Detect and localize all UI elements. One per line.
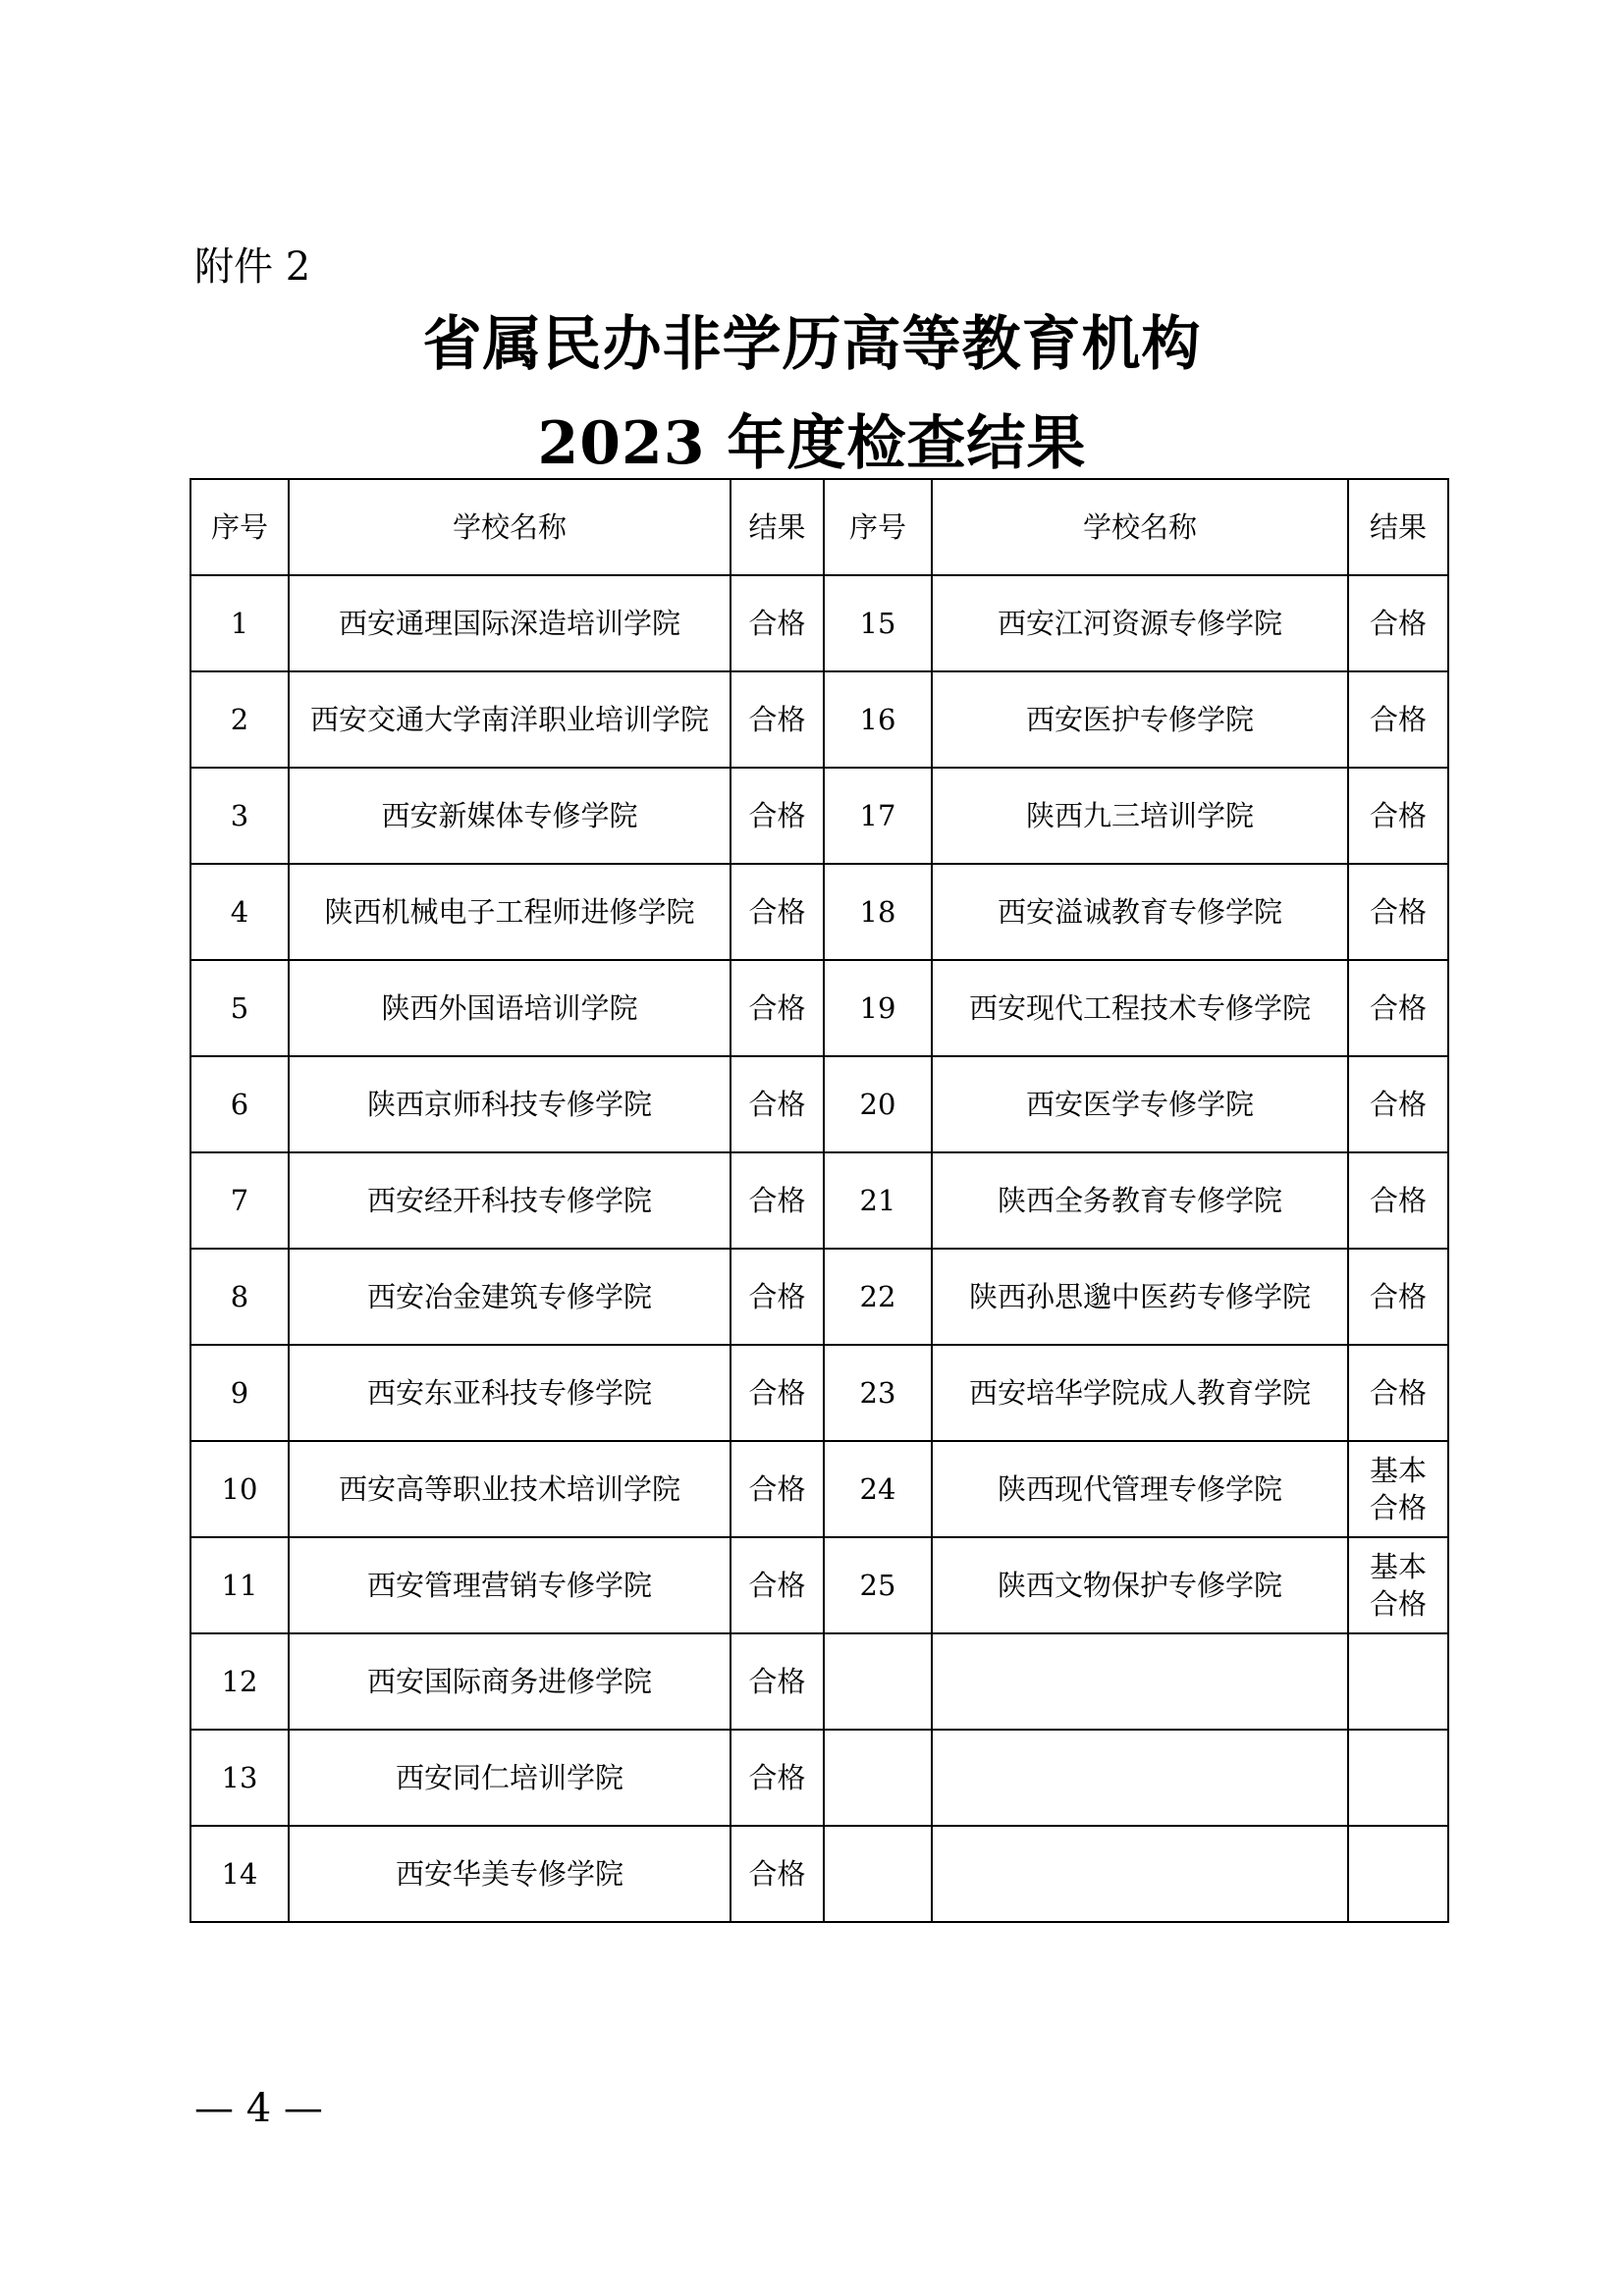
result-cell: 合格 — [731, 1826, 824, 1922]
result-cell: 合格 — [731, 1152, 824, 1249]
result-line: 基本 — [1369, 1550, 1427, 1583]
results-table — [189, 478, 1449, 1923]
table-row — [190, 1730, 1448, 1826]
result-cell: 合格 — [731, 1537, 824, 1633]
header-name-right: 学校名称 — [932, 479, 1348, 575]
header-result-left: 结果 — [731, 479, 824, 575]
document-title-line1: 省属民办非学历高等教育机构 — [422, 310, 1202, 379]
result-cell: 合格 — [1348, 1056, 1448, 1152]
result-cell: 合格 — [731, 671, 824, 768]
seq-cell: 18 — [824, 864, 932, 960]
seq-cell: 15 — [824, 575, 932, 671]
result-cell: 合格 — [1348, 864, 1448, 960]
table-header-row — [190, 479, 1448, 575]
seq-cell: 2 — [190, 671, 289, 768]
attachment-label: 附件 2 — [194, 244, 311, 290]
seq-cell: 13 — [190, 1730, 289, 1826]
seq-cell: 7 — [190, 1152, 289, 1249]
header-name-left: 学校名称 — [289, 479, 731, 575]
school-name-cell: 西安管理营销专修学院 — [289, 1537, 731, 1633]
result-cell: 合格 — [731, 1633, 824, 1730]
result-cell: 合格 — [731, 575, 824, 671]
seq-cell: 19 — [824, 960, 932, 1056]
table-row — [190, 1345, 1448, 1441]
school-name-cell: 陕西外国语培训学院 — [289, 960, 731, 1056]
school-name-cell: 西安医护专修学院 — [932, 671, 1348, 768]
empty-cell — [932, 1730, 1348, 1826]
seq-cell: 23 — [824, 1345, 932, 1441]
seq-cell: 22 — [824, 1249, 932, 1345]
school-name-cell: 西安冶金建筑专修学院 — [289, 1249, 731, 1345]
result-cell: 合格 — [1348, 671, 1448, 768]
empty-cell — [932, 1826, 1348, 1922]
seq-cell: 17 — [824, 768, 932, 864]
seq-cell: 9 — [190, 1345, 289, 1441]
school-name-cell: 西安同仁培训学院 — [289, 1730, 731, 1826]
school-name-cell: 西安现代工程技术专修学院 — [932, 960, 1348, 1056]
seq-cell: 12 — [190, 1633, 289, 1730]
seq-cell: 21 — [824, 1152, 932, 1249]
result-cell — [1348, 1537, 1448, 1633]
table-row — [190, 1633, 1448, 1730]
empty-cell — [1348, 1826, 1448, 1922]
seq-cell: 4 — [190, 864, 289, 960]
result-cell: 合格 — [1348, 1249, 1448, 1345]
seq-cell: 6 — [190, 1056, 289, 1152]
table-row — [190, 768, 1448, 864]
table-row — [190, 864, 1448, 960]
table-row — [190, 1249, 1448, 1345]
empty-cell — [824, 1633, 932, 1730]
page-number: — 4 — — [194, 2086, 323, 2131]
seq-cell: 5 — [190, 960, 289, 1056]
school-name-cell: 西安华美专修学院 — [289, 1826, 731, 1922]
school-name-cell: 西安医学专修学院 — [932, 1056, 1348, 1152]
result-cell: 合格 — [731, 1730, 824, 1826]
school-name-cell: 陕西机械电子工程师进修学院 — [289, 864, 731, 960]
school-name-cell: 西安交通大学南洋职业培训学院 — [289, 671, 731, 768]
seq-cell: 20 — [824, 1056, 932, 1152]
header-seq-right: 序号 — [824, 479, 932, 575]
header-result-right: 结果 — [1348, 479, 1448, 575]
seq-cell: 24 — [824, 1441, 932, 1537]
empty-cell — [932, 1633, 1348, 1730]
result-cell: 合格 — [1348, 1345, 1448, 1441]
result-cell — [1348, 1441, 1448, 1537]
document-title-line2: 2023 年度检查结果 — [537, 409, 1087, 478]
table-row — [190, 1152, 1448, 1249]
school-name-cell: 西安高等职业技术培训学院 — [289, 1441, 731, 1537]
table-row — [190, 960, 1448, 1056]
school-name-cell: 陕西文物保护专修学院 — [932, 1537, 1348, 1633]
school-name-cell: 陕西现代管理专修学院 — [932, 1441, 1348, 1537]
result-cell: 合格 — [731, 1345, 824, 1441]
school-name-cell: 西安通理国际深造培训学院 — [289, 575, 731, 671]
result-cell: 合格 — [731, 768, 824, 864]
school-name-cell: 西安东亚科技专修学院 — [289, 1345, 731, 1441]
seq-cell: 1 — [190, 575, 289, 671]
result-line: 合格 — [1369, 1587, 1427, 1621]
seq-cell: 14 — [190, 1826, 289, 1922]
result-line: 基本 — [1369, 1454, 1427, 1487]
result-cell: 合格 — [1348, 1152, 1448, 1249]
result-cell: 合格 — [1348, 960, 1448, 1056]
result-cell: 合格 — [731, 1441, 824, 1537]
table-row — [190, 1826, 1448, 1922]
school-name-cell: 西安国际商务进修学院 — [289, 1633, 731, 1730]
school-name-cell: 陕西孙思邈中医药专修学院 — [932, 1249, 1348, 1345]
table-row — [190, 1537, 1448, 1633]
seq-cell: 10 — [190, 1441, 289, 1537]
table-row — [190, 575, 1448, 671]
header-seq-left: 序号 — [190, 479, 289, 575]
school-name-cell: 西安江河资源专修学院 — [932, 575, 1348, 671]
school-name-cell: 西安培华学院成人教育学院 — [932, 1345, 1348, 1441]
empty-cell — [1348, 1633, 1448, 1730]
empty-cell — [824, 1826, 932, 1922]
school-name-cell: 西安经开科技专修学院 — [289, 1152, 731, 1249]
school-name-cell: 西安溢诚教育专修学院 — [932, 864, 1348, 960]
school-name-cell: 陕西九三培训学院 — [932, 768, 1348, 864]
seq-cell: 8 — [190, 1249, 289, 1345]
result-cell: 合格 — [1348, 575, 1448, 671]
seq-cell: 16 — [824, 671, 932, 768]
seq-cell: 25 — [824, 1537, 932, 1633]
table-row — [190, 671, 1448, 768]
result-cell: 合格 — [731, 864, 824, 960]
result-cell: 合格 — [731, 960, 824, 1056]
table-row — [190, 1441, 1448, 1537]
result-line: 合格 — [1369, 1491, 1427, 1524]
seq-cell: 3 — [190, 768, 289, 864]
school-name-cell: 西安新媒体专修学院 — [289, 768, 731, 864]
empty-cell — [1348, 1730, 1448, 1826]
school-name-cell: 陕西京师科技专修学院 — [289, 1056, 731, 1152]
seq-cell: 11 — [190, 1537, 289, 1633]
result-cell: 合格 — [1348, 768, 1448, 864]
school-name-cell: 陕西全务教育专修学院 — [932, 1152, 1348, 1249]
result-cell: 合格 — [731, 1249, 824, 1345]
empty-cell — [824, 1730, 932, 1826]
result-cell: 合格 — [731, 1056, 824, 1152]
table-row — [190, 1056, 1448, 1152]
